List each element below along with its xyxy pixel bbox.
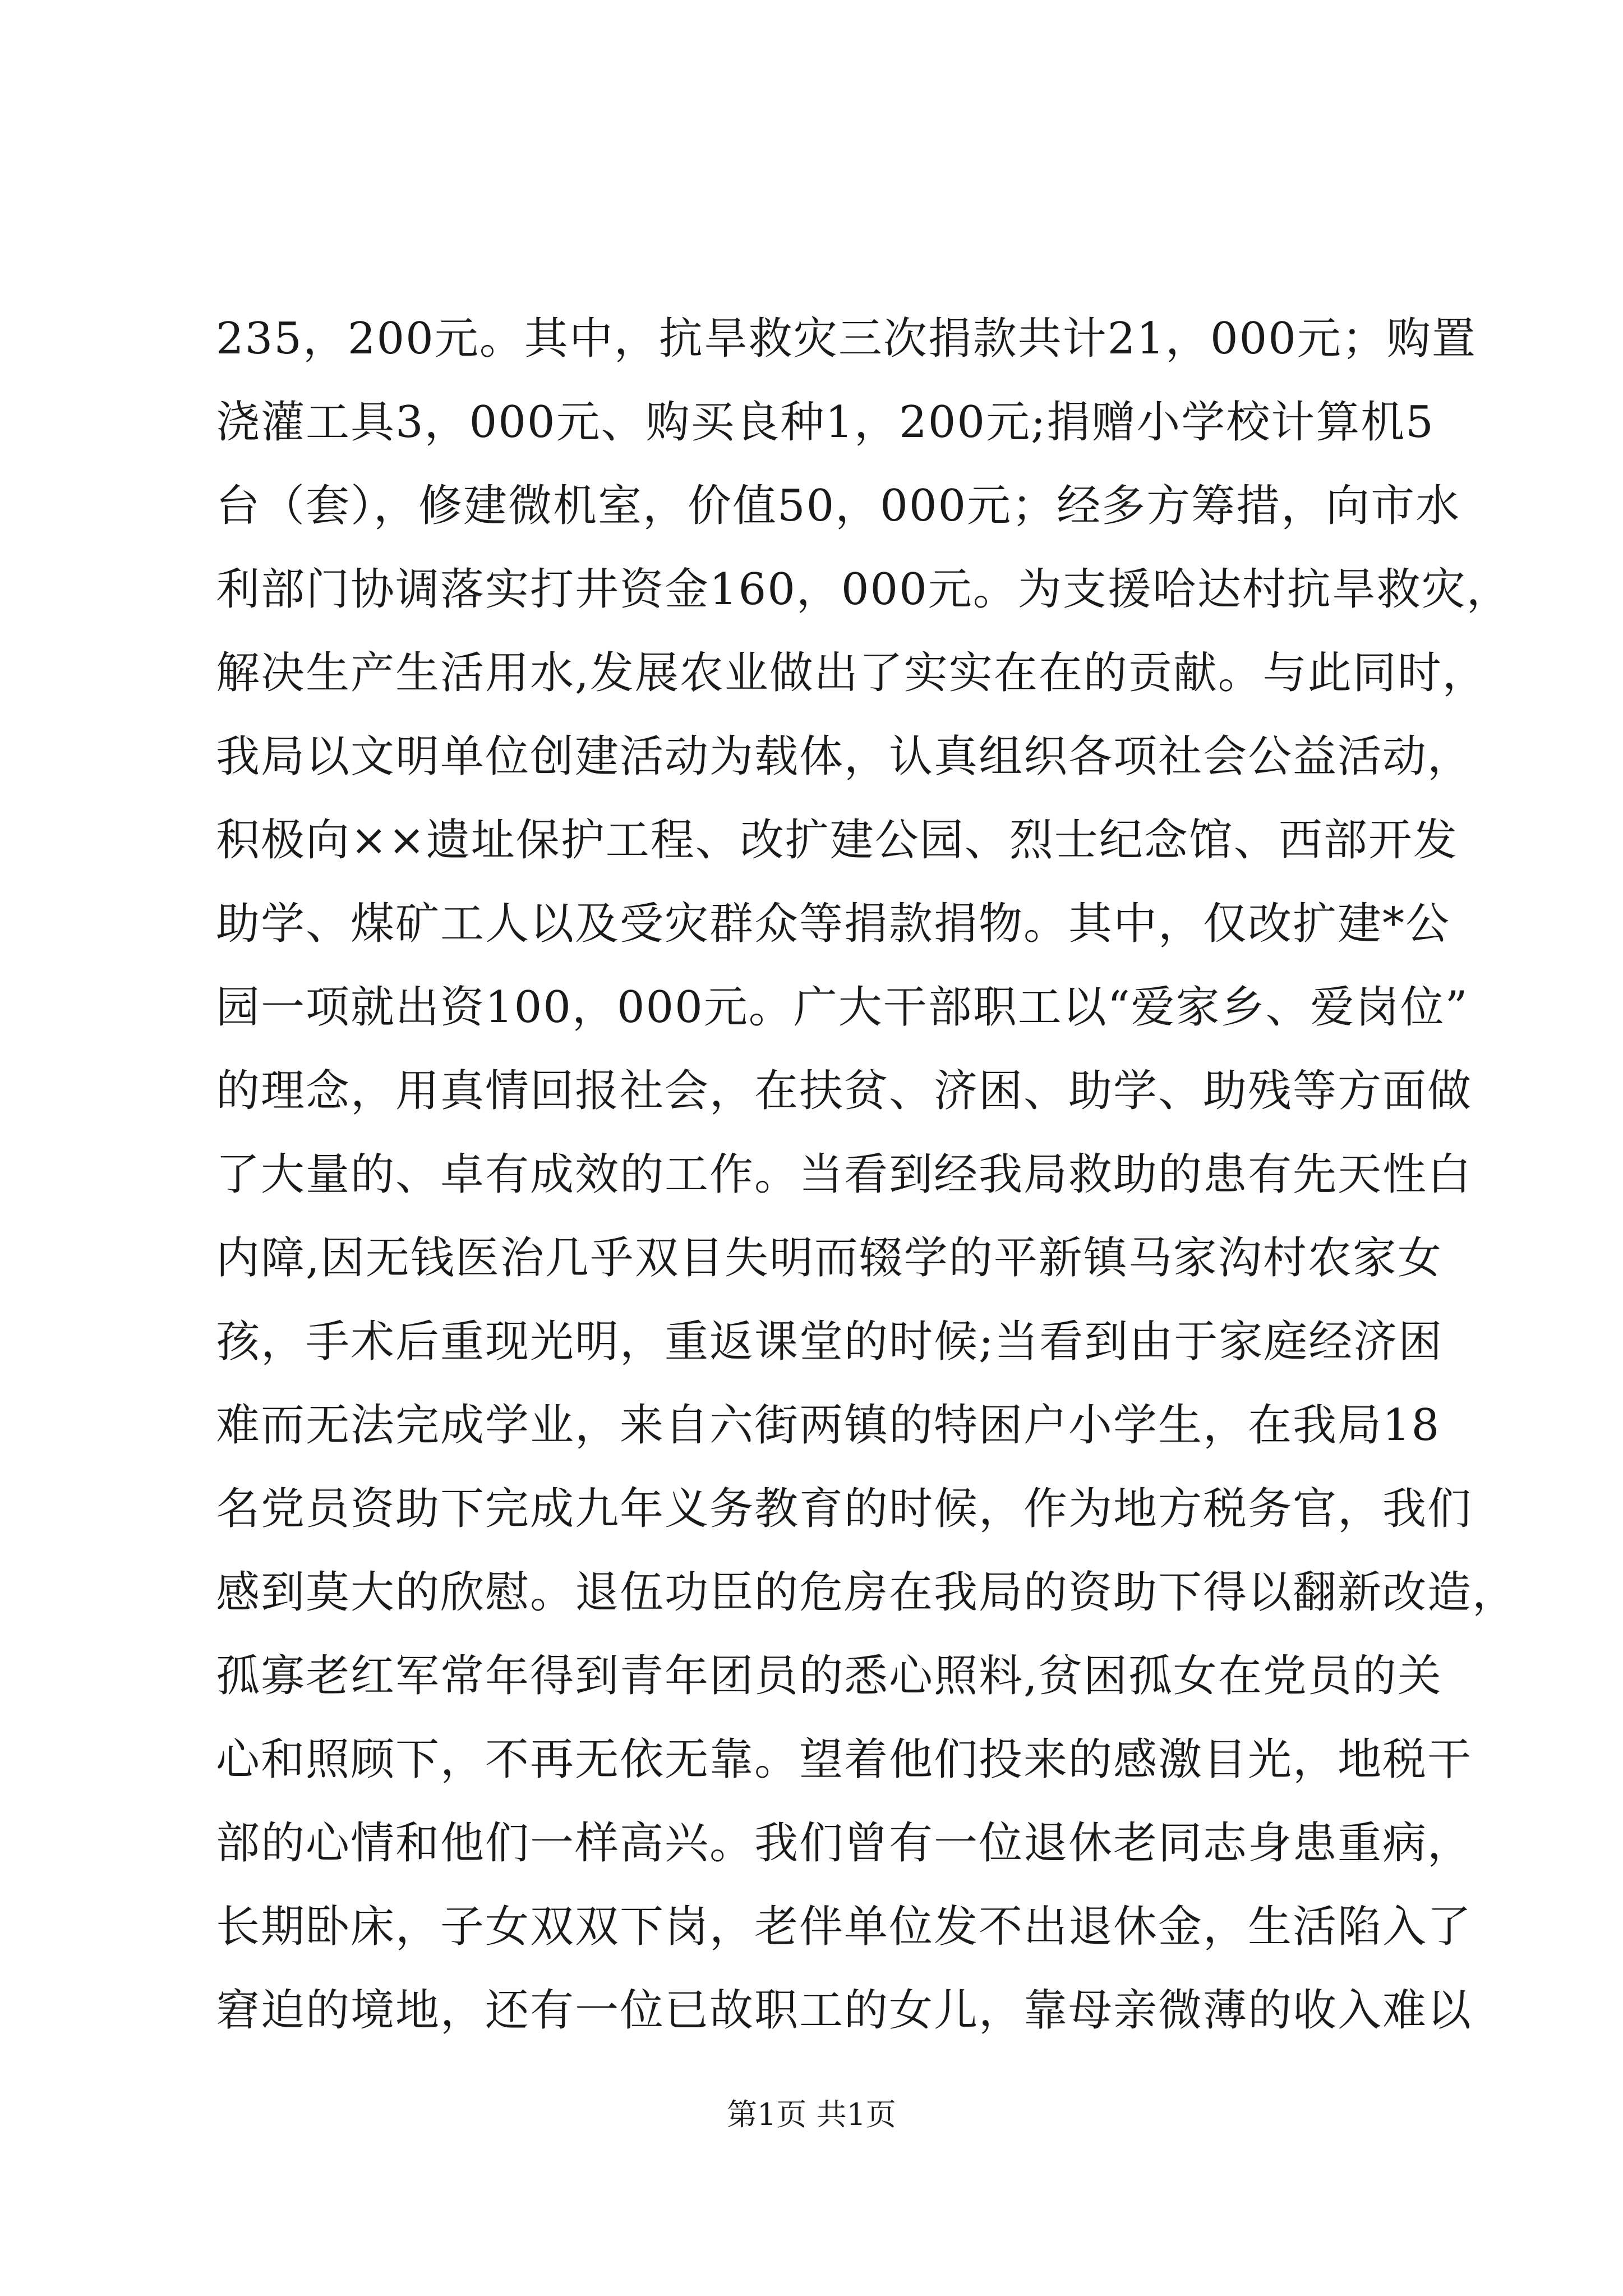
text-line: 窘迫的境地，还有一位已故职工的女儿，靠母亲微薄的收入难以 [216, 1985, 1473, 2036]
text-line: 园一项就出资100，000元。广大干部职工以“爱家乡、爱岗位” [216, 982, 1469, 1033]
text-line: 孩，手术后重现光明，重返课堂的时候;当看到由于家庭经济困 [216, 1317, 1444, 1367]
text-line: 解决生产生活用水,发展农业做出了实实在在的贡献。与此同时， [216, 648, 1487, 698]
text-line: 孤寡老红军常年得到青年团员的悉心照料,贫困孤女在党员的关 [216, 1651, 1442, 1701]
text-line: 浇灌工具3，000元、购买良种1，200元;捐赠小学校计算机5 [216, 397, 1435, 448]
text-line: 名党员资助下完成九年义务教育的时候，作为地方税务官，我们 [216, 1484, 1473, 1534]
text-line: 感到莫大的欣慰。退伍功臣的危房在我局的资助下得以翻新改造， [216, 1567, 1518, 1618]
text-line: 长期卧床，子女双双下岗，老伴单位发不出退休金，生活陷入了 [216, 1902, 1473, 1952]
page-number-label: 第1页 共1页 [727, 2097, 896, 2132]
text-line: 内障,因无钱医治几乎双目失明而辍学的平新镇马家沟村农家女 [216, 1233, 1442, 1283]
text-line: 心和照顾下，不再无依无靠。望着他们投来的感激目光，地税干 [216, 1734, 1473, 1785]
body-text [216, 297, 1518, 2053]
text-line: 难而无法完成学业，来自六街两镇的特困户小学生，在我局18 [216, 1400, 1441, 1451]
text-line: 235，200元。其中，抗旱救灾三次捐款共计21，000元；购置 [216, 314, 1477, 364]
text-line: 台（套），修建微机室，价值50，000元；经多方筹措，向市水 [216, 481, 1461, 531]
text-line: 部的心情和他们一样高兴。我们曾有一位退休老同志身患重病， [216, 1818, 1473, 1869]
text-line: 了大量的、卓有成效的工作。当看到经我局救助的患有先天性白 [216, 1149, 1473, 1200]
text-line: 积极向××遗址保护工程、改扩建公园、烈士纪念馆、西部开发 [216, 815, 1458, 866]
page-footer [0, 2095, 1623, 2134]
text-line: 我局以文明单位创建活动为载体，认真组织各项社会公益活动， [216, 731, 1473, 782]
text-line: 的理念，用真情回报社会，在扶贫、济困、助学、助残等方面做 [216, 1066, 1473, 1116]
text-line: 助学、煤矿工人以及受灾群众等捐款捐物。其中，仅改扩建*公 [216, 899, 1451, 949]
text-line: 利部门协调落实打井资金160，000元。为支援哈达村抗旱救灾， [216, 564, 1511, 615]
